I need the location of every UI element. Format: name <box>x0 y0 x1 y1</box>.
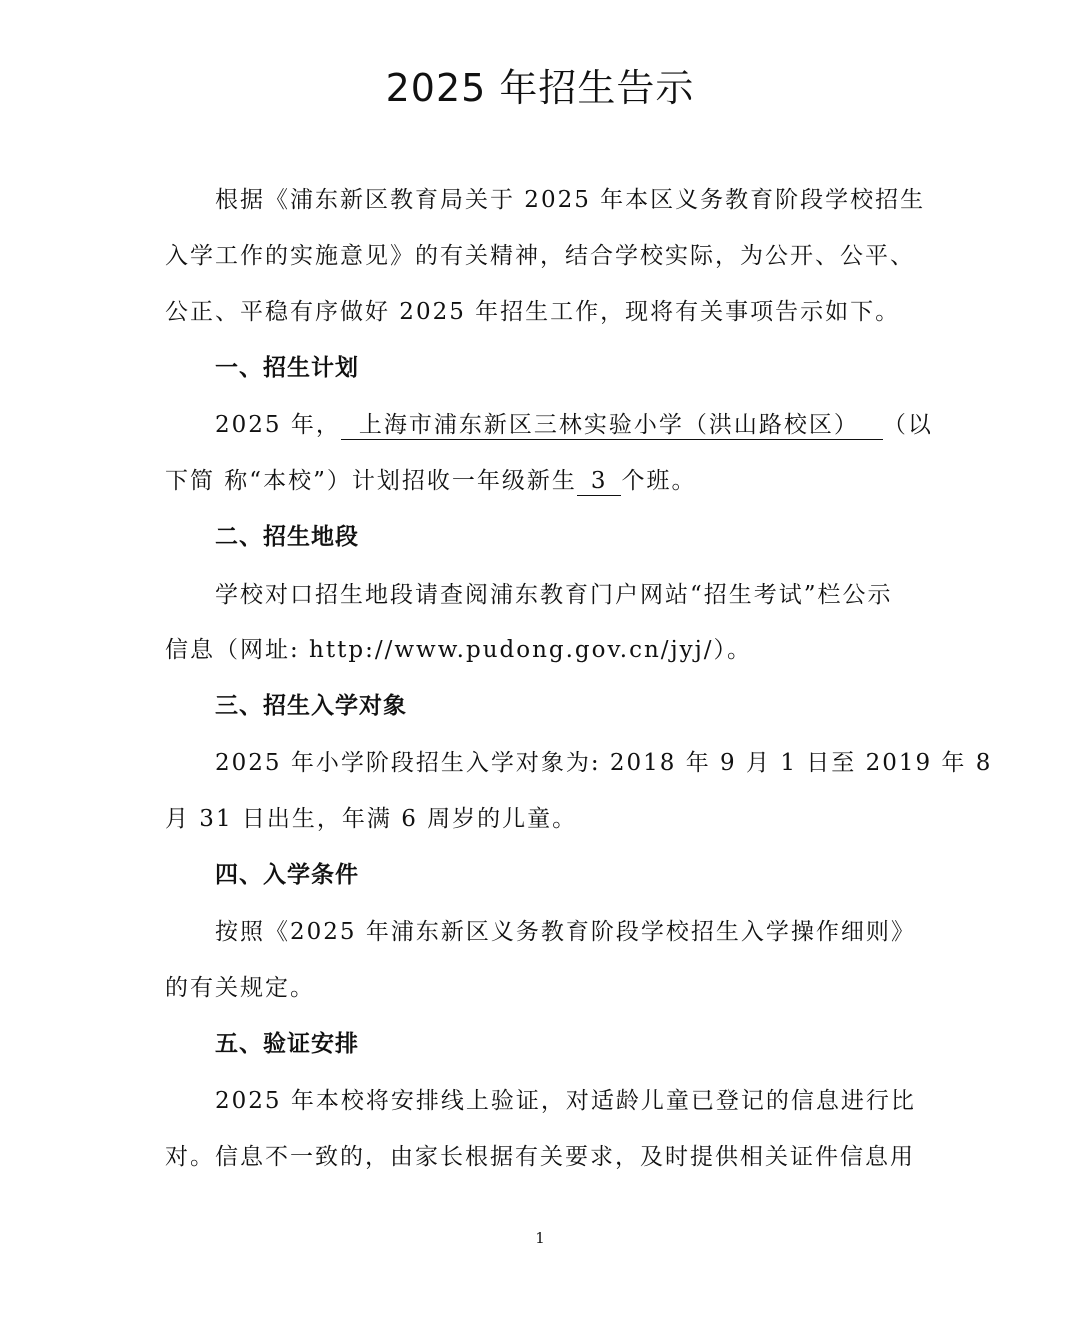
intro-line-2: 入学工作的实施意见》的有关精神，结合学校实际，为公开、公平、 <box>165 243 915 269</box>
intro-line-1: 根据《浦东新区教育局关于 2025 年本区义务教育阶段学校招生 <box>215 187 926 213</box>
section-heading-enrollment-plan: 一、招生计划 <box>215 355 359 381</box>
school-name-underlined: 上海市浦东新区三林实验小学（洪山路校区） <box>341 411 883 440</box>
verification-line-2: 对。信息不一致的，由家长根据有关要求，及时提供相关证件信息用 <box>165 1144 915 1170</box>
admission-conditions-line-1: 按照《2025 年浦东新区义务教育阶段学校招生入学操作细则》 <box>215 919 916 945</box>
enrollment-zone-line-2: 信息（网址: http://www.pudong.gov.cn/jyj/）。 <box>165 637 753 663</box>
section-heading-admission-conditions: 四、入学条件 <box>215 862 359 888</box>
enrollment-plan-year: 2025 年， <box>215 412 341 438</box>
page-number: 1 <box>535 1229 545 1247</box>
section-heading-enrollment-zone: 二、招生地段 <box>215 524 359 550</box>
document-title: 2025 年招生告示 <box>385 66 695 110</box>
enrollment-plan-line-2-suffix: 个班。 <box>621 468 697 494</box>
verification-line-1: 2025 年本校将安排线上验证，对适龄儿童已登记的信息进行比 <box>215 1088 916 1114</box>
section-heading-enrollment-target: 三、招生入学对象 <box>215 693 407 719</box>
enrollment-target-line-2: 月 31 日出生，年满 6 周岁的儿童。 <box>165 806 578 832</box>
class-count-underlined: 3 <box>577 467 622 496</box>
enrollment-plan-line-2 <box>165 463 925 499</box>
admission-conditions-line-2: 的有关规定。 <box>165 975 315 1001</box>
enrollment-zone-line-1: 学校对口招生地段请查阅浦东教育门户网站“招生考试”栏公示 <box>215 582 893 608</box>
enrollment-plan-line-2-prefix: 下简 称“本校”）计划招收一年级新生 <box>165 468 577 494</box>
section-heading-verification: 五、验证安排 <box>215 1031 359 1057</box>
intro-line-3: 公正、平稳有序做好 2025 年招生工作，现将有关事项告示如下。 <box>165 299 901 325</box>
enrollment-target-line-1: 2025 年小学阶段招生入学对象为: 2018 年 9 月 1 日至 2019 年 8 <box>215 750 993 776</box>
enrollment-plan-line-1 <box>215 407 933 443</box>
enrollment-plan-line-1-suffix: （以 <box>882 412 933 438</box>
